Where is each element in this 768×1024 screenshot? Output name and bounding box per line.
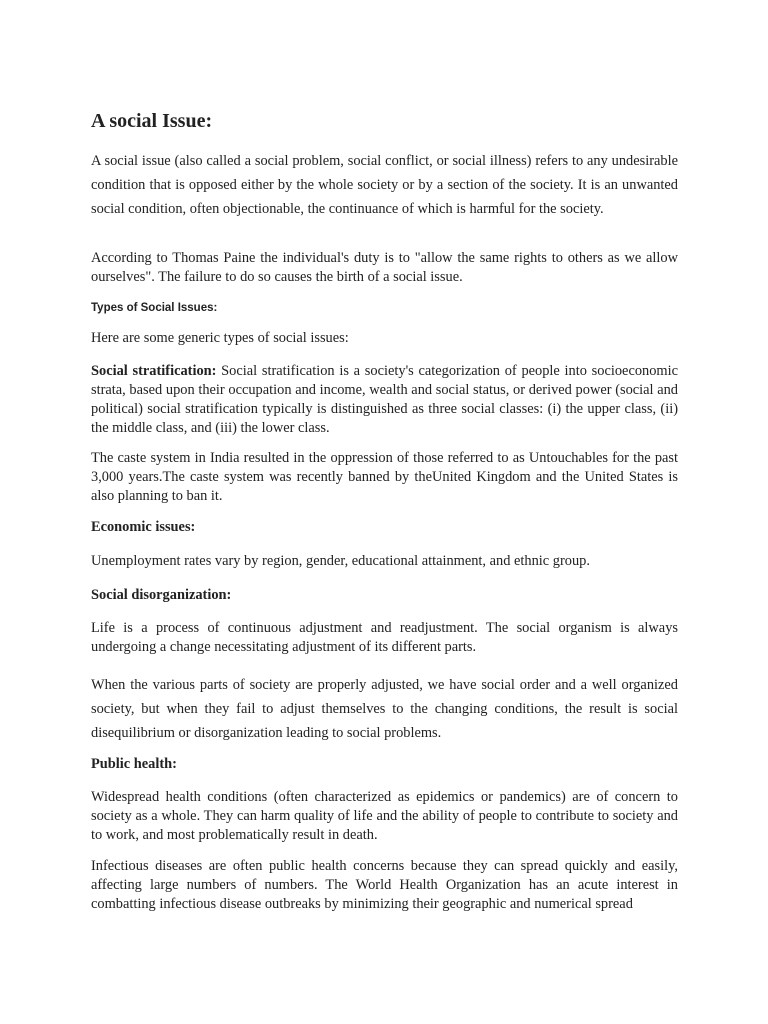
social-stratification-label: Social stratification: bbox=[91, 363, 217, 379]
thomas-paine-paragraph: According to Thomas Paine the individual's duty is to "allow the same rights to others as we allow ourselves". The failure to do so causes the birth of a social issue. bbox=[91, 250, 678, 285]
types-of-social-issues-heading: Types of Social Issues: bbox=[91, 302, 218, 314]
generic-types-paragraph: Here are some generic types of social issues: bbox=[91, 330, 349, 346]
economic-issues-paragraph: Unemployment rates vary by region, gender, educational attainment, and ethnic group. bbox=[91, 553, 590, 569]
social-adjustment-paragraph: When the various parts of society are properly adjusted, we have social order and a well organized society, but when they fail to adjust themselves to the changing conditions, the result is social disequilibrium or disorganization leading to social problems. bbox=[91, 677, 678, 741]
document-title: A social Issue: bbox=[91, 110, 213, 132]
caste-system-paragraph: The caste system in India resulted in the oppression of those referred to as Untouchables for the past 3,000 years.The caste system was recently banned by theUnited Kingdom and the United States is also planning to ban it. bbox=[91, 450, 678, 504]
social-disorganization-heading: Social disorganization: bbox=[91, 587, 232, 603]
continuous-adjustment-paragraph: Life is a process of continuous adjustment and readjustment. The social organism is always undergoing a change necessitating adjustment of its different parts. bbox=[91, 620, 678, 655]
intro-paragraph: A social issue (also called a social problem, social conflict, or social illness) refers to any undesirable condition that is opposed either by the whole society or by a section of the society. It is an unwanted social condition, often objectionable, the continuance of which is harmful for the society. bbox=[91, 153, 678, 217]
infectious-diseases-paragraph: Infectious diseases are often public health concerns because they can spread quickly and easily, affecting large numbers of numbers. The World Health Organization has an acute interest in combatting infectious disease outbreaks by minimizing their geographic and numerical spread bbox=[91, 858, 678, 912]
public-health-paragraph: Widespread health conditions (often characterized as epidemics or pandemics) are of concern to society as a whole. They can harm quality of life and the ability of people to contribute to society and to work, and most problematically result in death. bbox=[91, 789, 678, 843]
economic-issues-heading: Economic issues: bbox=[91, 519, 196, 535]
social-stratification-text: Social stratification is a society's categorization of people into socioeconomic strata, based upon their occupation and income, wealth and social status, or derived power (social and political) social stratification typically is distinguished as three social classes: (i) the upper class, (ii) the middle class, and (iii) the lower class. bbox=[91, 363, 678, 436]
social-stratification-paragraph bbox=[91, 362, 678, 438]
public-health-heading: Public health: bbox=[91, 756, 177, 772]
